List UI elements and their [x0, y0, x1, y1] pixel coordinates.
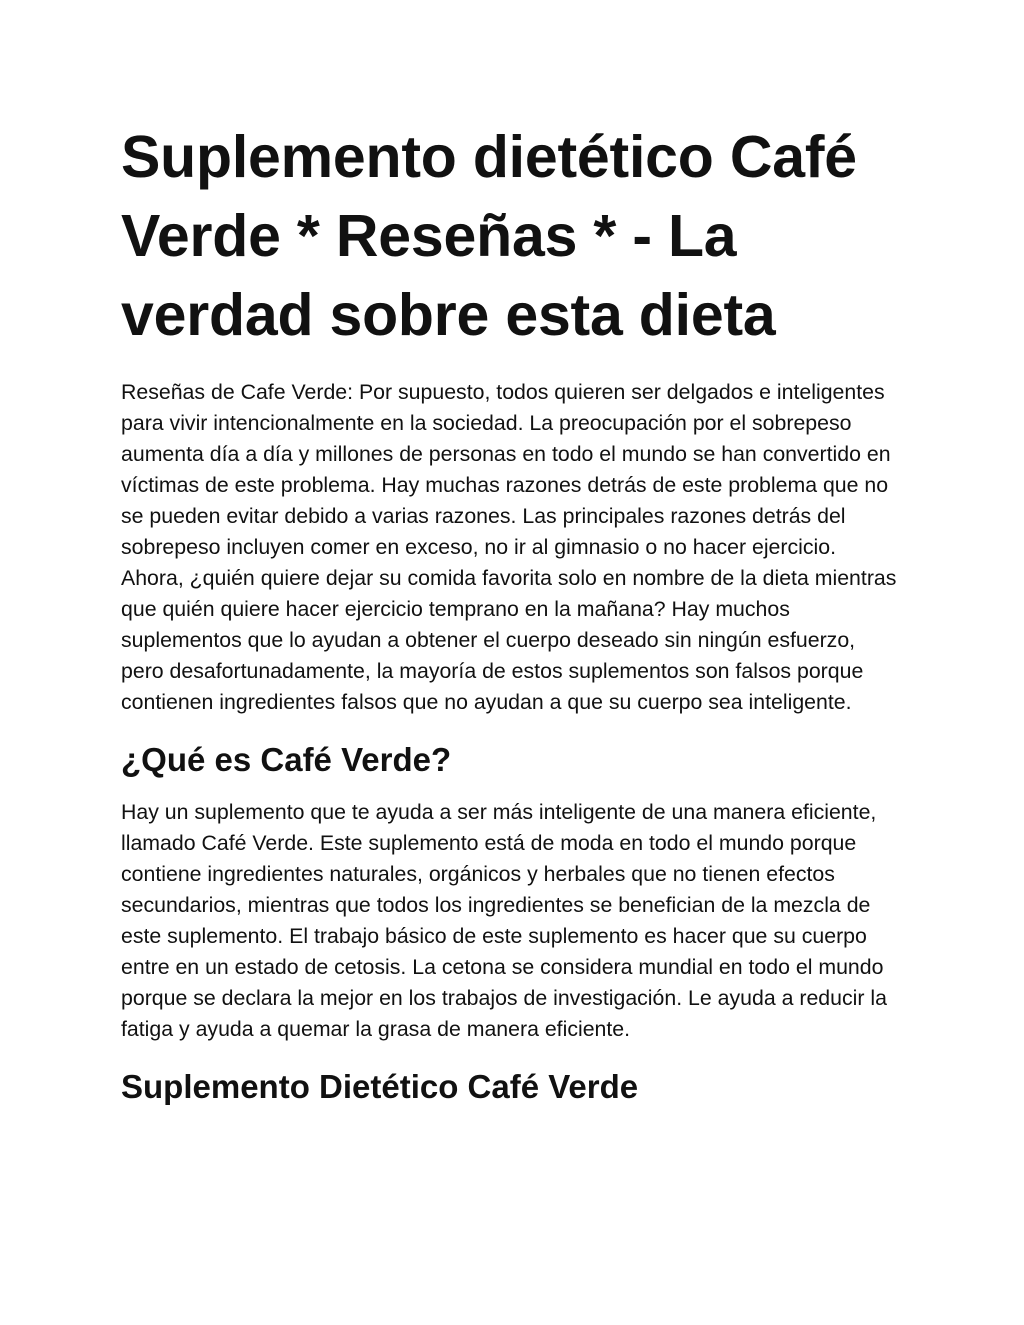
- section-heading-que-es: ¿Qué es Café Verde?: [121, 741, 452, 778]
- section-heading-suplemento: Suplemento Dietético Café Verde: [121, 1068, 639, 1105]
- intro-paragraph: Reseñas de Cafe Verde: Por supuesto, todos quieren ser delgados e inteligentes para vivir intencionalmente en la sociedad. La preocupación por el sobrepeso aumenta día a día y millones de personas en todo el mundo se han convertido en víctimas de este problema. Hay muchas razones detrás de este problema que no se pueden evitar debido a varias razones. Las principales razones detrás del sobrepeso incluyen comer en exceso, no ir al gimnasio o no hacer ejercicio. Ahora, ¿quién quiere dejar su comida favorita solo en nombre de la dieta mientras que quién quiere hacer ejercicio temprano en la mañana? Hay muchos suplementos que lo ayudan a obtener el cuerpo deseado sin ningún esfuerzo, pero desafortunadamente, la mayoría de estos suplementos son falsos porque contienen ingredientes falsos que no ayudan a que su cuerpo sea inteligente.: [121, 380, 897, 714]
- page-title: Suplemento dietético Café Verde * Reseñas * - La verdad sobre esta dieta: [121, 124, 857, 348]
- section-paragraph-que-es: Hay un suplemento que te ayuda a ser más inteligente de una manera eficiente, llamado Café Verde. Este suplemento está de moda en todo el mundo porque contiene ingredientes naturales, orgánicos y herbales que no tienen efectos secundarios, mientras que todos los ingredientes se benefician de la mezcla de este suplemento. El trabajo básico de este suplemento es hacer que su cuerpo entre en un estado de cetosis. La cetona se considera mundial en todo el mundo porque se declara la mejor en los trabajos de investigación. Le ayuda a reducir la fatiga y ayuda a quemar la grasa de manera eficiente.: [121, 800, 887, 1041]
- document-content: [121, 118, 901, 1107]
